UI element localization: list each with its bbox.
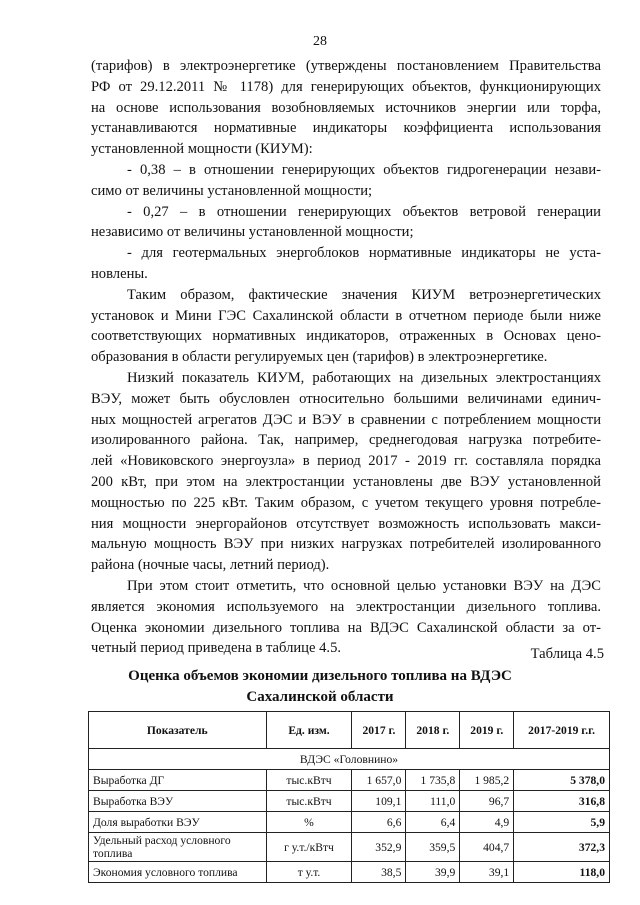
cell-2017: 352,9 [352, 833, 406, 862]
cell-indicator: Доля выработки ВЭУ [89, 812, 267, 833]
text-line: ных мощностей агрегатов ДЭС и ВЭУ в сравнении с потреблением мощности [91, 411, 601, 428]
cell-total: 372,3 [514, 833, 610, 862]
cell-unit: % [266, 812, 352, 833]
group-label: ВДЭС «Головнино» [89, 749, 610, 770]
cell-total: 5 378,0 [514, 770, 610, 791]
text-line: является экономия используемого на электростанции дизельного топлива. [91, 598, 601, 615]
text-line: мальную мощность ВЭУ при низких нагрузках потребителей изолированного [91, 536, 601, 553]
cell-2017: 38,5 [352, 862, 406, 883]
cell-indicator: Выработка ДГ [89, 770, 267, 791]
text-line: изолированного района. Так, например, среднегодовая нагрузка потребите- [91, 432, 601, 449]
text-line: симо от величины установленной мощности; [91, 182, 373, 199]
text-line: 200 кВт, при этом на электростанции установлены две ВЭУ установленной [91, 473, 601, 490]
cell-total: 118,0 [514, 862, 610, 883]
header-indicator: Показатель [89, 712, 267, 749]
cell-2018: 1 735,8 [406, 770, 460, 791]
text-line: установленной мощности (КИУМ): [91, 141, 313, 158]
paragraph [91, 202, 601, 244]
cell-2018: 111,0 [406, 791, 460, 812]
text-line: - 0,38 – в отношении генерирующих объектов гидрогенерации незави- [127, 161, 601, 178]
cell-2019: 96,7 [460, 791, 514, 812]
text-line: ВЭУ, может быть обусловлен относительно большими величинами единич- [91, 390, 601, 407]
table-row [89, 770, 610, 791]
table-caption: Таблица 4.5 [530, 646, 604, 662]
cell-2019: 4,9 [460, 812, 514, 833]
text-line: устанавливаются нормативные индикаторы коэффициента использования [91, 120, 601, 137]
table-row [89, 812, 610, 833]
text-line: установок и Мини ГЭС Сахалинской области в отчетном периоде были ниже [91, 307, 601, 324]
cell-unit: тыс.кВтч [266, 770, 352, 791]
paragraph [91, 243, 601, 285]
cell-unit: тыс.кВтч [266, 791, 352, 812]
text-line: лей «Новиковского энергоузла» в период 2017 - 2019 гг. составляла порядка [91, 453, 601, 470]
header-total: 2017-2019 г.г. [514, 712, 610, 749]
paragraph [91, 56, 601, 160]
text-line: соответствующих нормативных индикаторов, отраженных в Основах цено- [91, 328, 601, 345]
text-line: района (ночные часы, летний период). [91, 557, 330, 574]
page-number: 28 [313, 34, 327, 49]
table-row [89, 833, 610, 862]
text-line: - 0,27 – в отношении генерирующих объектов ветровой генерации [127, 203, 601, 220]
text-line: на основе использования возобновляемых источников энергии или торфа, [91, 99, 601, 116]
text-line: новлены. [91, 265, 148, 282]
fuel-savings-table [88, 711, 610, 883]
cell-indicator: Выработка ВЭУ [89, 791, 267, 812]
text-line: независимо от величины установленной мощности; [91, 224, 414, 241]
table-title [60, 666, 580, 708]
paragraph [91, 368, 601, 576]
text-line: образования в области регулируемых цен (тарифов) в электроэнергетике. [91, 349, 548, 366]
text-line: мощностью по 225 кВт. Таким образом, с учетом текущего уровня потребле- [91, 494, 601, 511]
text-line: (тарифов) в электроэнергетике (утверждены постановлением Правительства [91, 58, 601, 74]
text-line: При этом стоит отметить, что основной целью установки ВЭУ на ДЭС [127, 577, 601, 594]
text-line: ния мощности энергорайонов отсутствует возможность использовать макси- [91, 515, 601, 532]
cell-2017: 1 657,0 [352, 770, 406, 791]
table-row [89, 862, 610, 883]
cell-2017: 109,1 [352, 791, 406, 812]
header-2018: 2018 г. [406, 712, 460, 749]
paragraph [91, 285, 601, 368]
cell-indicator: Удельный расход условного топлива [89, 833, 267, 862]
header-2017: 2017 г. [352, 712, 406, 749]
cell-2018: 6,4 [406, 812, 460, 833]
cell-unit: т у.т. [266, 862, 352, 883]
cell-2018: 39,9 [406, 862, 460, 883]
cell-2017: 6,6 [352, 812, 406, 833]
header-unit: Ед. изм. [266, 712, 352, 749]
header-2019: 2019 г. [460, 712, 514, 749]
table-row [89, 791, 610, 812]
table-header-row [89, 712, 610, 749]
text-line: Оценка экономии дизельного топлива на ВДЭС Сахалинской области за от- [91, 619, 601, 636]
cell-2018: 359,5 [406, 833, 460, 862]
text-line: Низкий показатель КИУМ, работающих на дизельных электростанциях [127, 369, 601, 386]
cell-total: 5,9 [514, 812, 610, 833]
table-group-row [89, 749, 610, 770]
cell-2019: 1 985,2 [460, 770, 514, 791]
cell-indicator: Экономия условного топлива [89, 862, 267, 883]
cell-unit: г у.т./кВтч [266, 833, 352, 862]
cell-total: 316,8 [514, 791, 610, 812]
table-title-line-2: Сахалинской области [246, 689, 394, 705]
table-title-line-1: Оценка объемов экономии дизельного топлива на ВДЭС [128, 668, 512, 684]
text-line: РФ от 29.12.2011 № 1178) для генерирующих объектов, функционирующих [91, 78, 601, 95]
paragraph [91, 160, 601, 202]
cell-2019: 404,7 [460, 833, 514, 862]
text-line: - для геотермальных энергоблоков нормативные индикаторы не уста- [127, 245, 601, 262]
text-line: Таким образом, фактические значения КИУМ ветроэнергетических [127, 286, 601, 303]
paragraph [91, 576, 601, 659]
cell-2019: 39,1 [460, 862, 514, 883]
text-line: четный период приведена в таблице 4.5. [91, 640, 342, 657]
body-text [91, 56, 601, 659]
